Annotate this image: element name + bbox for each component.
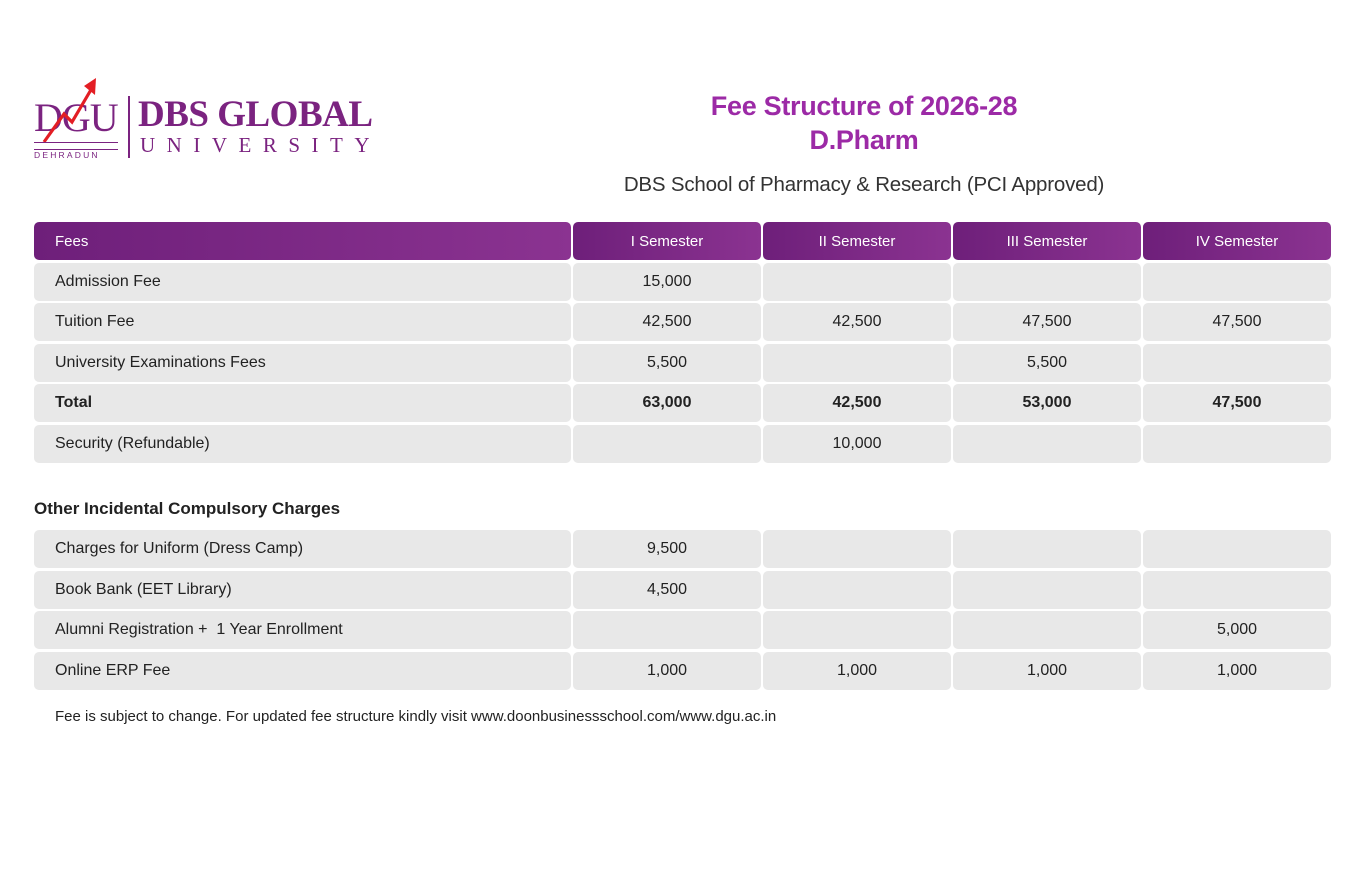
table-cell: [763, 530, 951, 568]
university-name-line2: UNIVERSITY: [140, 133, 381, 157]
logo-divider: [128, 96, 130, 158]
dgu-mark-sub: DEHRADUN: [34, 150, 100, 160]
table-header-row: [34, 222, 1332, 260]
other-charges-table: [34, 530, 1332, 692]
row-label: Security (Refundable): [34, 425, 571, 463]
table-cell: 5,000: [1143, 611, 1331, 649]
column-header-sem3: III Semester: [953, 222, 1141, 260]
table-cell: 42,500: [763, 384, 951, 422]
table-cell: [573, 425, 761, 463]
table-cell: [763, 571, 951, 609]
table-cell: 10,000: [763, 425, 951, 463]
program-title: D.Pharm: [809, 125, 919, 155]
university-name-line1: DBS GLOBAL: [138, 94, 373, 135]
table-row: [34, 344, 1332, 382]
dgu-logo-mark: [34, 78, 120, 160]
table-cell: [953, 425, 1141, 463]
table-cell: [1143, 344, 1331, 382]
column-header-sem4: IV Semester: [1143, 222, 1331, 260]
row-label: Admission Fee: [34, 263, 571, 301]
table-cell: [953, 571, 1141, 609]
other-charges-title: Other Incidental Compulsory Charges: [34, 499, 341, 518]
table-cell: 1,000: [953, 652, 1141, 690]
fee-table: [34, 222, 1332, 466]
table-cell: [763, 344, 951, 382]
row-label: Alumni Registration + 1 Year Enrollment: [34, 611, 571, 649]
table-cell: 5,500: [573, 344, 761, 382]
row-label: Book Bank (EET Library): [34, 571, 571, 609]
table-cell: 47,500: [953, 303, 1141, 341]
dgu-mark-text: DGU: [34, 95, 118, 140]
table-cell: 1,000: [1143, 652, 1331, 690]
table-cell: 1,000: [763, 652, 951, 690]
total-row: [34, 384, 1332, 422]
fee-disclaimer-note: Fee is subject to change. For updated fee structure kindly visit www.doonbusinessschool.com/www.dgu.ac.in: [55, 708, 777, 725]
table-row: [34, 303, 1332, 341]
table-cell: [763, 263, 951, 301]
table-cell: 42,500: [763, 303, 951, 341]
table-cell: 42,500: [573, 303, 761, 341]
table-cell: 15,000: [573, 263, 761, 301]
row-label: Online ERP Fee: [34, 652, 571, 690]
table-row: [34, 425, 1332, 463]
table-cell: [953, 263, 1141, 301]
row-label: Charges for Uniform (Dress Camp): [34, 530, 571, 568]
table-cell: [953, 611, 1141, 649]
column-header-fees: Fees: [34, 222, 571, 260]
table-cell: 1,000: [573, 652, 761, 690]
table-cell: [1143, 263, 1331, 301]
column-header-sem2: II Semester: [763, 222, 951, 260]
table-cell: 63,000: [573, 384, 761, 422]
row-label: Tuition Fee: [34, 303, 571, 341]
row-label: Total: [34, 384, 571, 422]
table-row: [34, 571, 1332, 609]
dgu-underline: [34, 142, 118, 150]
table-cell: [953, 530, 1141, 568]
page-title: Fee Structure of 2026-28: [710, 91, 1018, 121]
table-cell: 9,500: [573, 530, 761, 568]
column-header-sem1: I Semester: [573, 222, 761, 260]
table-cell: 47,500: [1143, 303, 1331, 341]
table-cell: [763, 611, 951, 649]
table-cell: 47,500: [1143, 384, 1331, 422]
table-cell: [1143, 571, 1331, 609]
table-cell: [1143, 425, 1331, 463]
school-subtitle: DBS School of Pharmacy & Research (PCI Approved): [623, 173, 1105, 196]
table-row: [34, 611, 1332, 649]
table-cell: 4,500: [573, 571, 761, 609]
table-cell: 5,500: [953, 344, 1141, 382]
table-cell: 53,000: [953, 384, 1141, 422]
table-row: [34, 652, 1332, 690]
table-row: [34, 263, 1332, 301]
table-cell: [1143, 530, 1331, 568]
university-logo: [34, 78, 381, 160]
table-row: [34, 530, 1332, 568]
row-label: University Examinations Fees: [34, 344, 571, 382]
table-cell: [573, 611, 761, 649]
